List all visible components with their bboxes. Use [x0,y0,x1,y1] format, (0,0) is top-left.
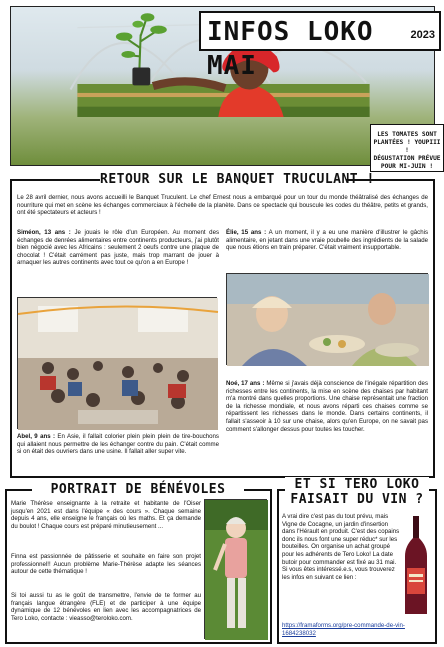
photo-caption [370,124,444,172]
tomato-plant [116,13,167,85]
noe-text: Même si j'avais déjà conscience de l'inégale répartition des richesses entre les continents, la mise en scène des chaises par habitant m'a montré dans quelles proportions. Une chaise représentait une fraction de la richesse mondiale, et nous avons réparti ces chaises comme se répartissent les richesses dans le monde. Dans certains continents, il fallait s'asseoir à 10 sur une chaise, alors qu'en Europe, on ne savait pas comment s'allonger dessus pour toutes les toucher. [226,380,428,433]
simeon-text: Je jouais le rôle d'un Européen. Au moment des échanges de denrées alimentaires entre continents producteurs, j'ai plutôt bien négocié avec les Africains : seulement 2 oeufs contre une plaque de chocolat ! C'était carrément pas juste, mais trop marrant de jouer à arnaquer les autres continents avec tout ce qu'on a en Europe ! [17,229,219,267]
vin-text: A vrai dire c'est pas du tout prévu, mais Vigne de Cocagne, un jardin d'insertion dans l'Hérault en produit. C'est des copains donc ils nous font une super réduc* sur les bouteilles. On organise un achat groupé pour les adhérents de Tero Loko! La date butoir pour commander est fixé au 31 mai. Si vous êtes intéressé.e.s, vous trouverez les infos en suivant ce lien : [282,513,400,581]
vin-heading-line-1: ET SI TERO LOKO [294,477,420,492]
benevoles-paragraph-2: Finna est passionnée de pâtisserie et souhaite en faire son projet professionnel!! Aucun problème Marie-Thérèse adapte les séances autour de cette thématique ! [11,553,201,576]
banquet-heading: RETOUR SUR LE BANQUET TRUCULANT ! [100,172,375,187]
abel-text: En Asie, il fallait colorier plein plein plein de tire-bouchons qui allaient nous permettre de les échanger contre du pain. C'était comme si on était des ouvriers dans une usine. Il fallait aller super vite. [17,433,219,456]
abel-name: Abel, 9 ans : [17,433,56,440]
elie-name: Élie, 15 ans : [226,229,267,236]
benevoles-paragraph-3: Si toi aussi tu as le goût de transmettre, l'envie de te former au français langue étrangère (FLE) et de participer à une équipe dynamique de 12 bénévoles en lien avec les accompagnatrices de Tero Loko, contacte : vieasso@teroloko.com. [11,592,201,622]
abel-quote [17,433,219,456]
banquet-room-photo [17,297,217,429]
vin-heading-line-2: FAISAIT DU VIN ? [290,492,424,507]
caption-line: POUR MI-JUIN ! [380,163,434,170]
banquet-intro: Le 28 avril dernier, nous avons accueilli le Banquet Truculent. Le chef Ernest nous a embarqué pour un tour du monde théâtralisé des échanges de nourriture qui met en scène les échanges commerciaux à l'échelle de la planète. Dans ce spectacle qui bouscule les codes du théâtre, petits et grands, ont été spectateurs et acteurs ! [17,194,428,217]
simeon-name: Siméon, 13 ans : [17,229,71,236]
hero-photo [10,6,441,170]
noe-name: Noé, 17 ans : [226,380,265,387]
caption-line: PLANTÉES ! YOUPIII ! [373,139,441,154]
newsletter-year: 2023 [410,29,435,41]
wine-order-link[interactable]: https://framaforms.org/pre-commande-de-vin-1684238032 [282,622,405,637]
caption-line: DÉGUSTATION PRÉVUE [373,155,441,162]
noe-quote [226,380,428,433]
caption-line: LES TOMATES SONT [377,131,437,138]
vin-heading [285,477,429,509]
wine-bottle-icon [401,516,431,616]
volunteer-portrait-photo [204,499,267,639]
simeon-quote [17,229,219,267]
newsletter-title-box [199,11,441,81]
elie-text: A un moment, il y a eu une manière d'illustrer le gâchis alimentaire, en jetant dans une vraie poubelle des ingrédients de la salade que nous étions en train préparer. C'était vraiment insupportable. [226,229,428,252]
benevoles-heading: PORTRAIT DE BÉNÉVOLES [32,481,244,499]
benevoles-paragraph-1: Marie Thérèse enseignante à la retraite et habitante de l'Oiser jusqu'en 2021 est dans l'équipe « des cours ». Chaque semaine depuis 4 ans, elle enseigne le français où les maths. Et ça demande du boulot ! Chaque cours est préparé minutieusement ... [11,500,201,530]
banquet-table-photo [226,273,428,365]
elie-quote [226,229,428,252]
newsletter-title: INFOS LOKO MAI [207,17,374,81]
